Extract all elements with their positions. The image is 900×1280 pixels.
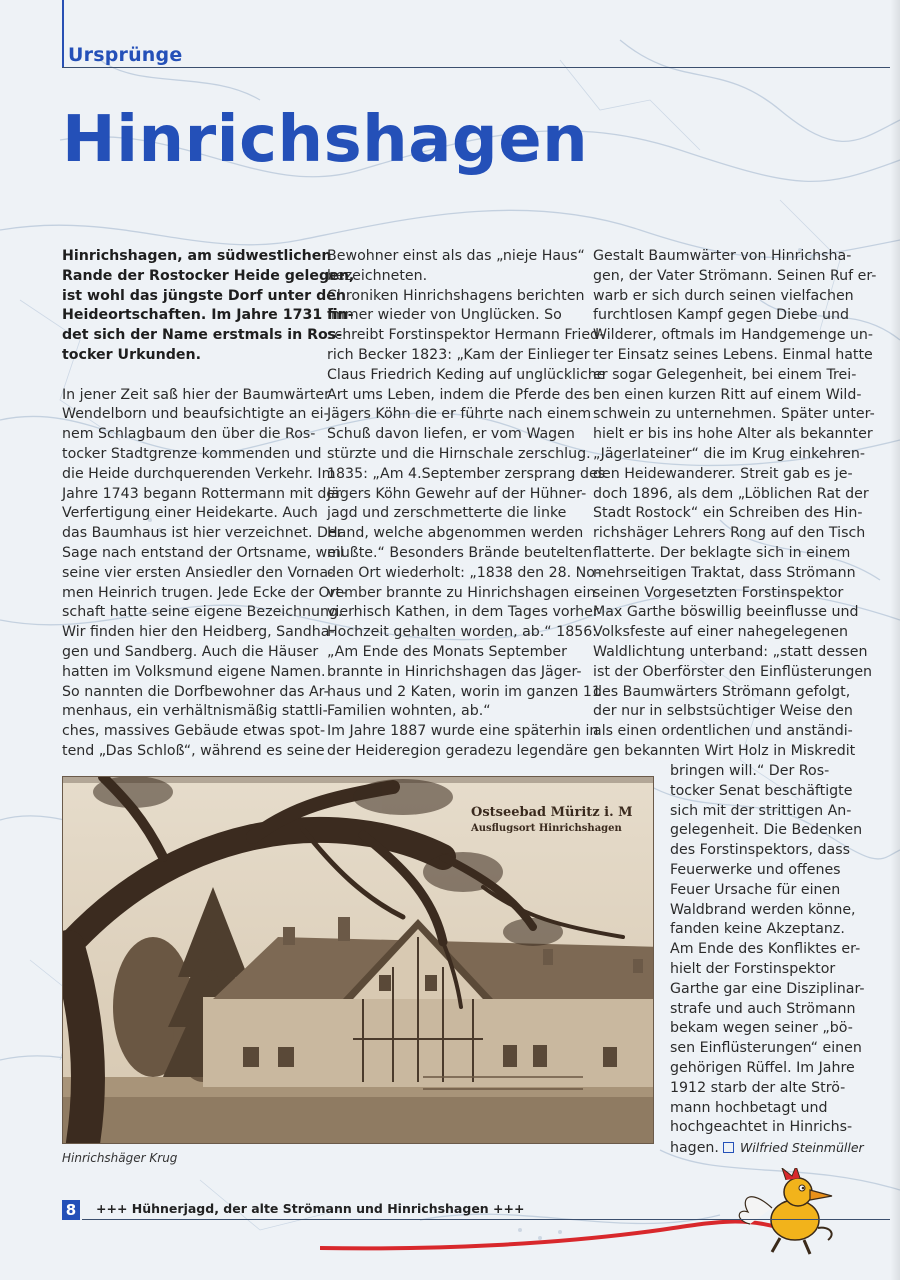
- body-line: Claus Friedrich Keding auf unglückliche: [327, 366, 606, 383]
- body-line: gehörigen Rüffel. Im Jahre: [670, 1059, 855, 1076]
- body-line: seinen Vorgesetzten Forstinspektor: [593, 584, 844, 601]
- body-line: mehrseitigen Traktat, dass Strömann: [593, 564, 856, 581]
- article-title: Hinrichshagen: [62, 103, 589, 177]
- body-line: Bewohner einst als das „nieje Haus“: [327, 248, 585, 264]
- lead-line: tocker Urkunden.: [62, 346, 201, 363]
- body-line: schwein zu unternehmen. Später unter-: [593, 406, 875, 423]
- body-line: rich Becker 1823: „Kam der Einlieger: [327, 346, 590, 363]
- article-column-3: [593, 247, 876, 762]
- body-line: jagd und zerschmetterte die linke: [327, 505, 567, 522]
- body-line: hochgeachtet in Hinrichs-: [670, 1119, 853, 1136]
- body-line: hielt er bis ins hohe Alter als bekannter: [593, 426, 873, 443]
- body-line: bringen will.“ Der Ros-: [670, 763, 830, 779]
- footer-rule: [82, 1219, 890, 1220]
- body-line: ben einen kurzen Ritt auf einem Wild-: [593, 386, 862, 403]
- body-line: Gestalt Baumwärter von Hinrichsha-: [593, 248, 852, 264]
- body-line: strafe und auch Strömann: [670, 1000, 856, 1017]
- body-line: gen bekannten Wirt Holz in Miskredit: [593, 742, 856, 759]
- rubric-horizontal-rule: [62, 67, 890, 68]
- body-line: tocker Stadtgrenze kommenden und: [62, 445, 322, 462]
- body-line: 1835: „Am 4.September zersprang des: [327, 465, 606, 482]
- historic-photo: [62, 776, 654, 1144]
- article-end-line: [670, 1138, 865, 1158]
- page-number: 8: [62, 1200, 80, 1220]
- body-line: Wilderer, oftmals im Handgemenge un-: [593, 327, 874, 344]
- body-line: Chroniken Hinrichshagens berichten: [327, 287, 585, 304]
- body-line: nem Schlagbaum den über die Ros-: [62, 426, 316, 443]
- running-footer: +++ Hühnerjagd, der alte Strömann und Hinrichshagen +++: [96, 1201, 525, 1216]
- body-line: tend „Das Schloß“, während es seine: [62, 742, 325, 759]
- body-line: „Am Ende des Monats September: [327, 643, 567, 660]
- photo-caption: Hinrichshäger Krug: [62, 1151, 178, 1165]
- body-line: Hochzeit gehalten worden, ab.“ 1856:: [327, 624, 598, 641]
- body-line: ter Einsatz seines Lebens. Einmal hatte: [593, 346, 873, 363]
- body-line: Volksfeste auf einer nahegelegenen: [593, 624, 848, 641]
- body-line: Im Jahre 1887 wurde eine späterhin in: [327, 723, 599, 740]
- body-line: haus und 2 Katen, worin im ganzen 11: [327, 683, 601, 700]
- body-line: brannte in Hinrichshagen das Jäger-: [327, 663, 582, 680]
- body-line: die Heide durchquerenden Verkehr. Im: [62, 465, 336, 482]
- body-line: sen Einflüsterungen“ einen: [670, 1040, 862, 1057]
- body-line: Max Garthe böswillig beeinflusse und: [593, 604, 859, 621]
- page-edge-shadow: [890, 0, 900, 1280]
- body-line: ist der Oberförster den Einflüsterungen: [593, 663, 873, 680]
- body-line: er sogar Gelegenheit, bei einem Trei-: [593, 366, 857, 383]
- body-line: Wir finden hier den Heidberg, Sandha-: [62, 624, 335, 641]
- body-line: Feuer Ursache für einen: [670, 881, 841, 898]
- body-line: ches, massives Gebäude etwas spot-: [62, 723, 326, 740]
- end-square-icon: [723, 1142, 734, 1153]
- body-line: 1912 starb der alte Strö-: [670, 1079, 846, 1096]
- body-line: der nur in selbstsüchtiger Weise den: [593, 703, 853, 720]
- body-line: furchtlosen Kampf gegen Diebe und: [593, 307, 849, 324]
- body-line: menhaus, ein verhältnismäßig stattli-: [62, 703, 328, 720]
- body-line: des Forstinspektors, dass: [670, 842, 851, 859]
- body-line: das Baumhaus ist hier verzeichnet. Der: [62, 525, 343, 542]
- body-line: Hand, welche abgenommen werden: [327, 525, 584, 542]
- body-line: flatterte. Der beklagte sich in einem: [593, 544, 851, 561]
- postcard-heading: Ostseebad Müritz i. M: [471, 805, 633, 820]
- lead-line: det sich der Name erstmals in Ros-: [62, 327, 343, 344]
- body-line: den Ort wiederholt: „1838 den 28. No-: [327, 564, 601, 581]
- body-line: Jägers Köhn die er führte nach einem: [327, 406, 592, 423]
- body-line: tocker Senat beschäftigte: [670, 782, 853, 799]
- body-line: Jägers Köhn Gewehr auf der Hühner-: [327, 485, 587, 502]
- body-line: Am Ende des Konfliktes er-: [670, 941, 861, 958]
- body-line: bezeichneten.: [327, 267, 428, 284]
- body-line: Wendelborn und beaufsichtigte an ei-: [62, 406, 329, 423]
- body-line: mann hochbetagt und: [670, 1099, 828, 1116]
- body-line: Stadt Rostock“ ein Schreiben des Hin-: [593, 505, 863, 522]
- griffin-mascot-icon: [739, 1168, 832, 1254]
- body-line: schreibt Forstinspektor Hermann Fried-: [327, 327, 605, 344]
- body-line: Waldbrand werden könne,: [670, 901, 856, 918]
- body-line: vierhisch Kathen, in dem Tages vorher: [327, 604, 599, 621]
- article-column-3-continued: [670, 762, 865, 1158]
- body-line: gelegenheit. Die Bedenken: [670, 822, 863, 839]
- body-line: mußte.“ Besonders Brände beutelten: [327, 544, 593, 561]
- red-ribbon: [320, 1222, 780, 1249]
- body-line: sich mit der strittigen An-: [670, 802, 852, 819]
- lead-line: ist wohl das jüngste Dorf unter den: [62, 287, 346, 304]
- body-line: vember brannte zu Hinrichshagen ein: [327, 584, 596, 601]
- article-column-1: [62, 247, 354, 762]
- body-line: den Heidewanderer. Streit gab es je-: [593, 465, 853, 482]
- body-line: So nannten die Dorfbewohner das Ar-: [62, 683, 329, 700]
- body-line: des Baumwärters Strömann gefolgt,: [593, 683, 851, 700]
- body-line: seine vier ersten Ansiedler den Vorna-: [62, 564, 334, 581]
- rubric-vertical-rule: [62, 0, 64, 68]
- postcard-subheading: Ausflugsort Hinrichshagen: [471, 823, 622, 834]
- body-line: „Jägerlateiner“ die im Krug einkehren-: [593, 445, 865, 462]
- body-line: Feuerwerke und offenes: [670, 861, 841, 878]
- body-line: warb er sich durch seinen vielfachen: [593, 287, 854, 304]
- body-line: hielt der Forstinspektor: [670, 960, 836, 977]
- body-line: als einen ordentlichen und anständi-: [593, 723, 853, 740]
- body-line: fanden keine Akzeptanz.: [670, 921, 845, 938]
- body-line: richshäger Lehrers Rong auf den Tisch: [593, 525, 866, 542]
- body-line: schaft hatte seine eigene Bezeichnung.: [62, 604, 343, 621]
- body-line: Sage nach entstand der Ortsname, weil: [62, 544, 344, 561]
- section-rubric: Ursprünge: [68, 44, 183, 66]
- body-line: Schuß davon liefen, er vom Wagen: [327, 426, 575, 443]
- paragraph-gap: [62, 366, 354, 386]
- body-line: stürzte und die Hirnschale zerschlug.: [327, 445, 591, 462]
- body-line: men Heinrich trugen. Jede Ecke der Ort-: [62, 584, 347, 601]
- body-line: Garthe gar eine Disziplinar-: [670, 980, 865, 997]
- lead-line: Heideortschaften. Im Jahre 1731 fin-: [62, 307, 354, 324]
- article-column-2: [327, 247, 605, 762]
- body-line-end: hagen.: [670, 1140, 719, 1157]
- body-line: Familien wohnten, ab.“: [327, 703, 491, 720]
- lead-line: Hinrichshagen, am südwestlichen: [62, 248, 332, 264]
- body-line: Art ums Leben, indem die Pferde des: [327, 386, 590, 403]
- body-line: bekam wegen seiner „bö-: [670, 1020, 853, 1037]
- body-line: gen und Sandberg. Auch die Häuser: [62, 643, 319, 660]
- body-line: Jahre 1743 begann Rottermann mit der: [62, 485, 341, 502]
- body-line: Waldlichtung unterband: „statt dessen: [593, 643, 868, 660]
- lead-line: Rande der Rostocker Heide gelegen,: [62, 267, 355, 284]
- body-line: Verfertigung einer Heidekarte. Auch: [62, 505, 318, 522]
- author-name: Wilfried Steinmüller: [739, 1140, 864, 1156]
- body-line: immer wieder von Unglücken. So: [327, 307, 562, 324]
- body-line: gen, der Vater Strömann. Seinen Ruf er-: [593, 267, 877, 284]
- body-line: doch 1896, als dem „Löblichen Rat der: [593, 485, 869, 502]
- body-line: der Heideregion geradezu legendäre: [327, 742, 588, 759]
- body-line: hatten im Volksmund eigene Namen.: [62, 663, 326, 680]
- body-line: In jener Zeit saß hier der Baumwärter: [62, 386, 330, 403]
